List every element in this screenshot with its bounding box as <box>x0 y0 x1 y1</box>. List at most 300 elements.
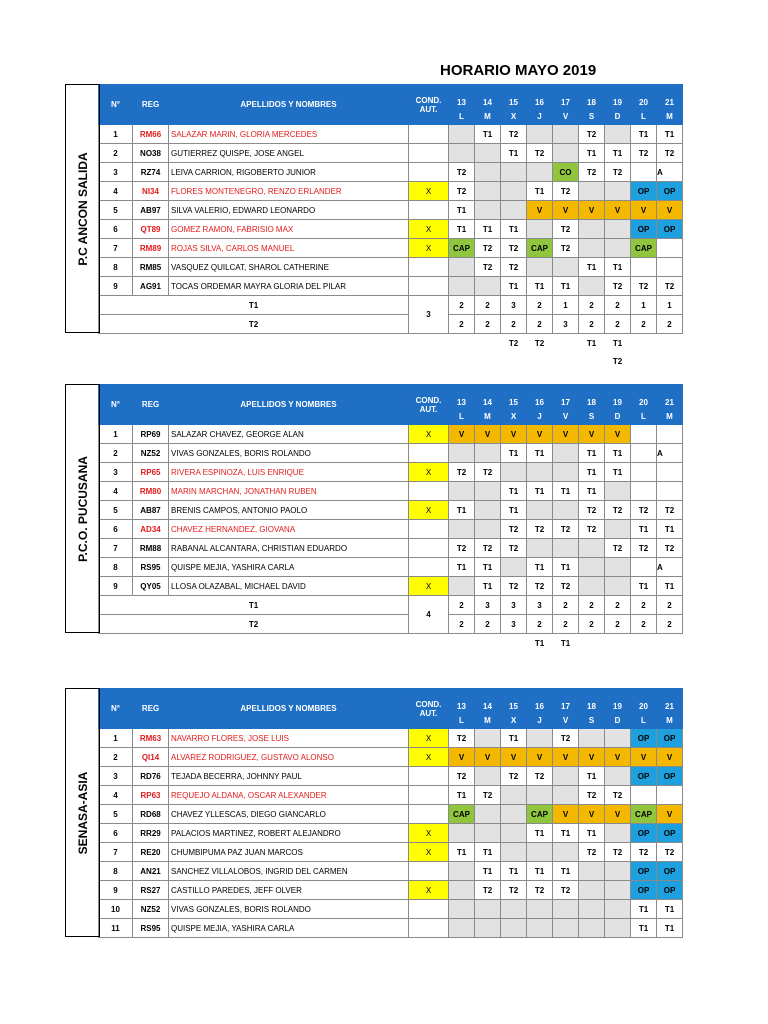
shift-cell: T2 <box>527 577 553 596</box>
header-day: M <box>657 108 683 125</box>
header-n: N° <box>99 385 133 425</box>
table-row <box>99 558 683 577</box>
header-day: J <box>527 108 553 125</box>
row-cond: X <box>409 501 449 520</box>
marker-cell <box>579 352 605 370</box>
shift-cell: T1 <box>501 482 527 501</box>
row-number: 7 <box>99 539 133 558</box>
row-number: 6 <box>99 520 133 539</box>
row-name: REQUEJO ALDANA, OSCAR ALEXANDER <box>169 786 409 805</box>
shift-cell: T2 <box>605 539 631 558</box>
shift-cell <box>553 125 579 144</box>
shift-cell <box>501 182 527 201</box>
shift-cell: T2 <box>449 182 475 201</box>
shift-cell <box>501 786 527 805</box>
shift-cell: T2 <box>657 277 683 296</box>
total-t2: 2 <box>501 315 527 334</box>
row-name: GUTIERREZ QUISPE, JOSE ANGEL <box>169 144 409 163</box>
row-number: 11 <box>99 919 133 938</box>
header-row <box>99 385 683 408</box>
shift-cell <box>631 425 657 444</box>
header-date: 14 <box>475 689 501 712</box>
shift-cell: CAP <box>631 239 657 258</box>
shift-cell: T2 <box>553 729 579 748</box>
shift-cell: V <box>657 201 683 220</box>
row-number: 8 <box>99 558 133 577</box>
row-number: 5 <box>99 805 133 824</box>
shift-cell <box>527 786 553 805</box>
row-number: 3 <box>99 767 133 786</box>
shift-cell: V <box>579 425 605 444</box>
shift-cell <box>449 277 475 296</box>
shift-cell: T1 <box>501 144 527 163</box>
marker-cell <box>449 334 475 353</box>
table-row <box>99 482 683 501</box>
shift-cell: T2 <box>475 258 501 277</box>
header-date: 20 <box>631 689 657 712</box>
shift-cell <box>449 444 475 463</box>
shift-cell <box>449 144 475 163</box>
marker-cell: T2 <box>534 338 545 348</box>
schedule-table <box>98 384 683 652</box>
shift-cell: T2 <box>449 163 475 182</box>
header-date: 18 <box>579 85 605 108</box>
header-date: 15 <box>501 385 527 408</box>
shift-cell: V <box>501 748 527 767</box>
row-reg: RP63 <box>133 786 169 805</box>
shift-cell <box>449 900 475 919</box>
shift-cell <box>449 258 475 277</box>
shift-cell <box>579 239 605 258</box>
shift-cell: T1 <box>657 577 683 596</box>
shift-cell <box>475 767 501 786</box>
shift-cell: T1 <box>553 482 579 501</box>
row-reg: RD68 <box>133 805 169 824</box>
shift-cell: T2 <box>475 239 501 258</box>
row-name: LEIVA CARRION, RIGOBERTO JUNIOR <box>169 163 409 182</box>
shift-cell <box>475 182 501 201</box>
header-row <box>99 85 683 108</box>
table-row <box>99 805 683 824</box>
row-cond: X <box>409 463 449 482</box>
row-reg: NZ52 <box>133 444 169 463</box>
shift-cell: T2 <box>631 843 657 862</box>
schedule-table <box>98 84 683 370</box>
row-number: 9 <box>99 277 133 296</box>
marker-cell: T1 <box>586 338 597 348</box>
shift-cell: T1 <box>605 258 631 277</box>
marker-cell <box>579 634 605 653</box>
row-cond <box>409 520 449 539</box>
shift-cell <box>605 824 631 843</box>
totals-label-t1: T1 <box>99 596 409 615</box>
shift-cell: T1 <box>631 125 657 144</box>
shift-cell <box>579 539 605 558</box>
section-label-text: P.C ANCON SALIDA <box>75 151 90 266</box>
table-row <box>99 748 683 767</box>
header-date: 14 <box>475 85 501 108</box>
header-date: 15 <box>501 689 527 712</box>
total-t2: 2 <box>527 615 553 634</box>
shift-cell: T2 <box>553 881 579 900</box>
shift-cell <box>631 786 657 805</box>
shift-cell <box>475 805 501 824</box>
row-name: RIVERA ESPINOZA, LUIS ENRIQUE <box>169 463 409 482</box>
shift-cell: OP <box>657 881 683 900</box>
total-t2: 3 <box>501 615 527 634</box>
row-number: 1 <box>99 729 133 748</box>
shift-cell <box>501 919 527 938</box>
shift-cell: T1 <box>605 444 631 463</box>
header-cond: COND. AUT. <box>409 689 449 729</box>
shift-cell: OP <box>657 182 683 201</box>
total-t1: 2 <box>553 596 579 615</box>
row-number: 4 <box>99 482 133 501</box>
row-reg: AD34 <box>133 520 169 539</box>
total-t2: 2 <box>657 615 683 634</box>
shift-cell: CAP <box>631 805 657 824</box>
row-name: NAVARRO FLORES, JOSE LUIS <box>169 729 409 748</box>
shift-cell <box>553 786 579 805</box>
shift-cell <box>475 824 501 843</box>
shift-cell: T2 <box>475 539 501 558</box>
shift-cell <box>501 463 527 482</box>
table-row <box>99 824 683 843</box>
shift-cell: T2 <box>449 729 475 748</box>
header-day: D <box>605 108 631 125</box>
shift-cell <box>605 767 631 786</box>
header-day: L <box>631 408 657 425</box>
header-day: J <box>527 712 553 729</box>
total-t2: 2 <box>475 315 501 334</box>
table-row <box>99 258 683 277</box>
row-number: 6 <box>99 220 133 239</box>
shift-cell: T2 <box>527 144 553 163</box>
shift-cell: V <box>449 748 475 767</box>
header-date: 19 <box>605 85 631 108</box>
shift-cell: A <box>657 444 683 463</box>
shift-cell <box>631 463 657 482</box>
table-row <box>99 125 683 144</box>
shift-cell: OP <box>657 767 683 786</box>
header-date: 14 <box>475 385 501 408</box>
shift-cell <box>631 258 657 277</box>
shift-cell: T1 <box>553 824 579 843</box>
header-date: 18 <box>579 689 605 712</box>
table-row <box>99 843 683 862</box>
shift-cell <box>553 843 579 862</box>
shift-cell <box>553 767 579 786</box>
section-vertical-label <box>65 688 100 937</box>
shift-cell: T1 <box>579 463 605 482</box>
marker-spacer <box>133 634 169 653</box>
row-reg: AB97 <box>133 201 169 220</box>
shift-cell: T2 <box>553 182 579 201</box>
shift-cell <box>475 144 501 163</box>
shift-cell: V <box>553 748 579 767</box>
shift-cell: V <box>605 425 631 444</box>
row-cond <box>409 862 449 881</box>
row-cond: X <box>409 182 449 201</box>
shift-cell: T1 <box>475 125 501 144</box>
shift-cell <box>579 919 605 938</box>
total-t1: 3 <box>527 596 553 615</box>
shift-cell <box>449 862 475 881</box>
marker-spacer <box>133 334 169 353</box>
row-reg: AG91 <box>133 277 169 296</box>
table-row <box>99 786 683 805</box>
shift-cell <box>527 919 553 938</box>
row-name: CHUMBIPUMA PAZ JUAN MARCOS <box>169 843 409 862</box>
shift-cell: T2 <box>579 520 605 539</box>
shift-cell: T1 <box>527 824 553 843</box>
total-t2: 2 <box>605 315 631 334</box>
shift-cell <box>579 558 605 577</box>
row-cond <box>409 444 449 463</box>
header-date: 21 <box>657 689 683 712</box>
shift-cell <box>527 163 553 182</box>
header-date: 15 <box>501 85 527 108</box>
shift-cell: T1 <box>527 182 553 201</box>
header-day: D <box>605 408 631 425</box>
shift-cell: OP <box>657 862 683 881</box>
shift-cell: T1 <box>475 220 501 239</box>
row-number: 4 <box>99 786 133 805</box>
shift-cell <box>631 444 657 463</box>
shift-cell <box>527 729 553 748</box>
marker-cell <box>657 352 683 370</box>
shift-cell <box>605 220 631 239</box>
shift-cell: T1 <box>579 482 605 501</box>
header-reg: REG <box>133 385 169 425</box>
marker-cell <box>475 634 501 653</box>
total-t1: 2 <box>527 296 553 315</box>
header-day: X <box>501 408 527 425</box>
shift-cell: CAP <box>527 239 553 258</box>
header-date: 19 <box>605 385 631 408</box>
shift-cell: T1 <box>449 558 475 577</box>
header-date: 17 <box>553 385 579 408</box>
row-name: SILVA VALERIO, EDWARD LEONARDO <box>169 201 409 220</box>
row-reg: RP65 <box>133 463 169 482</box>
shift-cell: V <box>501 425 527 444</box>
marker-cell <box>527 352 553 370</box>
shift-cell <box>501 900 527 919</box>
row-cond <box>409 786 449 805</box>
row-name: CHAVEZ HERNANDEZ, GIOVANA <box>169 520 409 539</box>
total-t2: 2 <box>605 615 631 634</box>
header-date: 16 <box>527 689 553 712</box>
shift-cell: T1 <box>475 558 501 577</box>
totals-label-t2: T2 <box>99 615 409 634</box>
row-number: 2 <box>99 144 133 163</box>
row-reg: NZ52 <box>133 900 169 919</box>
row-cond <box>409 900 449 919</box>
shift-cell: OP <box>631 862 657 881</box>
shift-cell <box>553 463 579 482</box>
row-reg: RM66 <box>133 125 169 144</box>
row-number: 5 <box>99 201 133 220</box>
row-reg: RM85 <box>133 258 169 277</box>
row-number: 8 <box>99 258 133 277</box>
marker-row <box>99 634 683 653</box>
shift-cell: T1 <box>475 862 501 881</box>
header-reg: REG <box>133 689 169 729</box>
shift-cell <box>605 729 631 748</box>
header-date: 20 <box>631 385 657 408</box>
shift-cell <box>527 501 553 520</box>
total-t2: 2 <box>579 315 605 334</box>
shift-cell <box>475 163 501 182</box>
header-date: 20 <box>631 85 657 108</box>
header-date: 17 <box>553 689 579 712</box>
header-date: 13 <box>449 85 475 108</box>
marker-cell <box>553 334 579 353</box>
row-reg: RM89 <box>133 239 169 258</box>
shift-cell: T2 <box>579 501 605 520</box>
marker-cell <box>475 334 501 353</box>
total-t1: 2 <box>605 296 631 315</box>
total-t2: 2 <box>631 615 657 634</box>
shift-cell: V <box>475 748 501 767</box>
header-reg: REG <box>133 85 169 125</box>
header-day: J <box>527 408 553 425</box>
shift-cell <box>527 900 553 919</box>
row-reg: QY05 <box>133 577 169 596</box>
row-name: PALACIOS MARTINEZ, ROBERT ALEJANDRO <box>169 824 409 843</box>
shift-cell <box>449 482 475 501</box>
shift-cell <box>475 277 501 296</box>
shift-cell: T1 <box>631 919 657 938</box>
row-number: 1 <box>99 425 133 444</box>
shift-cell <box>449 577 475 596</box>
row-cond <box>409 919 449 938</box>
shift-cell: V <box>553 425 579 444</box>
row-number: 2 <box>99 748 133 767</box>
header-date: 17 <box>553 85 579 108</box>
header-date: 18 <box>579 385 605 408</box>
totals-label-t1: T1 <box>99 296 409 315</box>
shift-cell <box>657 463 683 482</box>
total-t1: 3 <box>475 596 501 615</box>
row-number: 3 <box>99 163 133 182</box>
table-row <box>99 463 683 482</box>
marker-spacer <box>169 334 409 353</box>
totals-row-t2 <box>99 315 683 334</box>
shift-cell: T2 <box>631 277 657 296</box>
marker-spacer <box>409 334 449 353</box>
shift-cell: T1 <box>527 482 553 501</box>
shift-cell <box>475 520 501 539</box>
row-reg: AN21 <box>133 862 169 881</box>
table-row <box>99 182 683 201</box>
header-day: L <box>631 108 657 125</box>
shift-cell <box>605 125 631 144</box>
row-cond: X <box>409 425 449 444</box>
header-day: M <box>475 408 501 425</box>
shift-cell: T1 <box>527 444 553 463</box>
shift-cell: T2 <box>579 125 605 144</box>
row-reg: RS95 <box>133 919 169 938</box>
table-row <box>99 220 683 239</box>
marker-spacer <box>409 352 449 370</box>
shift-cell <box>657 258 683 277</box>
shift-cell: T1 <box>527 277 553 296</box>
shift-cell <box>553 539 579 558</box>
marker-cell <box>631 634 657 653</box>
shift-cell: T2 <box>501 258 527 277</box>
shift-cell: T1 <box>449 501 475 520</box>
shift-cell <box>553 900 579 919</box>
shift-cell <box>631 482 657 501</box>
shift-cell: T2 <box>527 520 553 539</box>
marker-spacer <box>99 334 133 353</box>
shift-cell: T2 <box>631 501 657 520</box>
row-name: SANCHEZ VILLALOBOS, INGRID DEL CARMEN <box>169 862 409 881</box>
shift-cell <box>553 501 579 520</box>
total-t2: 2 <box>553 615 579 634</box>
total-t1: 2 <box>605 596 631 615</box>
shift-cell: T1 <box>501 862 527 881</box>
shift-cell: OP <box>631 182 657 201</box>
marker-spacer <box>169 352 409 370</box>
row-name: BRENIS CAMPOS, ANTONIO PAOLO <box>169 501 409 520</box>
shift-cell <box>579 862 605 881</box>
shift-cell: A <box>657 163 683 182</box>
total-t1: 2 <box>657 596 683 615</box>
shift-cell: CAP <box>449 239 475 258</box>
shift-cell: V <box>579 805 605 824</box>
marker-cell <box>631 334 657 353</box>
header-cond: COND. AUT. <box>409 385 449 425</box>
shift-cell <box>579 729 605 748</box>
table-row <box>99 577 683 596</box>
shift-cell <box>605 900 631 919</box>
marker-cell <box>501 634 527 653</box>
shift-cell: V <box>527 748 553 767</box>
shift-cell: T2 <box>605 786 631 805</box>
header-day: X <box>501 712 527 729</box>
row-name: SALAZAR CHAVEZ, GEORGE ALAN <box>169 425 409 444</box>
totals-cond: 3 <box>409 296 449 334</box>
marker-cell: T2 <box>508 338 519 348</box>
shift-cell: CO <box>553 163 579 182</box>
row-reg: RE20 <box>133 843 169 862</box>
shift-cell: T1 <box>579 258 605 277</box>
table-row <box>99 201 683 220</box>
shift-cell: T2 <box>501 577 527 596</box>
shift-cell: T2 <box>449 767 475 786</box>
marker-spacer <box>409 634 449 653</box>
marker-cell <box>657 634 683 653</box>
shift-cell: T1 <box>657 520 683 539</box>
marker-row <box>99 352 683 370</box>
header-day: M <box>657 408 683 425</box>
row-number: 7 <box>99 239 133 258</box>
shift-cell: T1 <box>501 501 527 520</box>
shift-cell <box>475 444 501 463</box>
header-cond: COND. AUT. <box>409 85 449 125</box>
shift-cell <box>527 539 553 558</box>
header-day: S <box>579 712 605 729</box>
shift-cell <box>605 239 631 258</box>
shift-cell: T1 <box>553 277 579 296</box>
header-day: V <box>553 108 579 125</box>
row-name: VIVAS GONZALES, BORIS ROLANDO <box>169 444 409 463</box>
shift-cell: T2 <box>605 277 631 296</box>
shift-cell: T1 <box>449 843 475 862</box>
row-cond: X <box>409 220 449 239</box>
